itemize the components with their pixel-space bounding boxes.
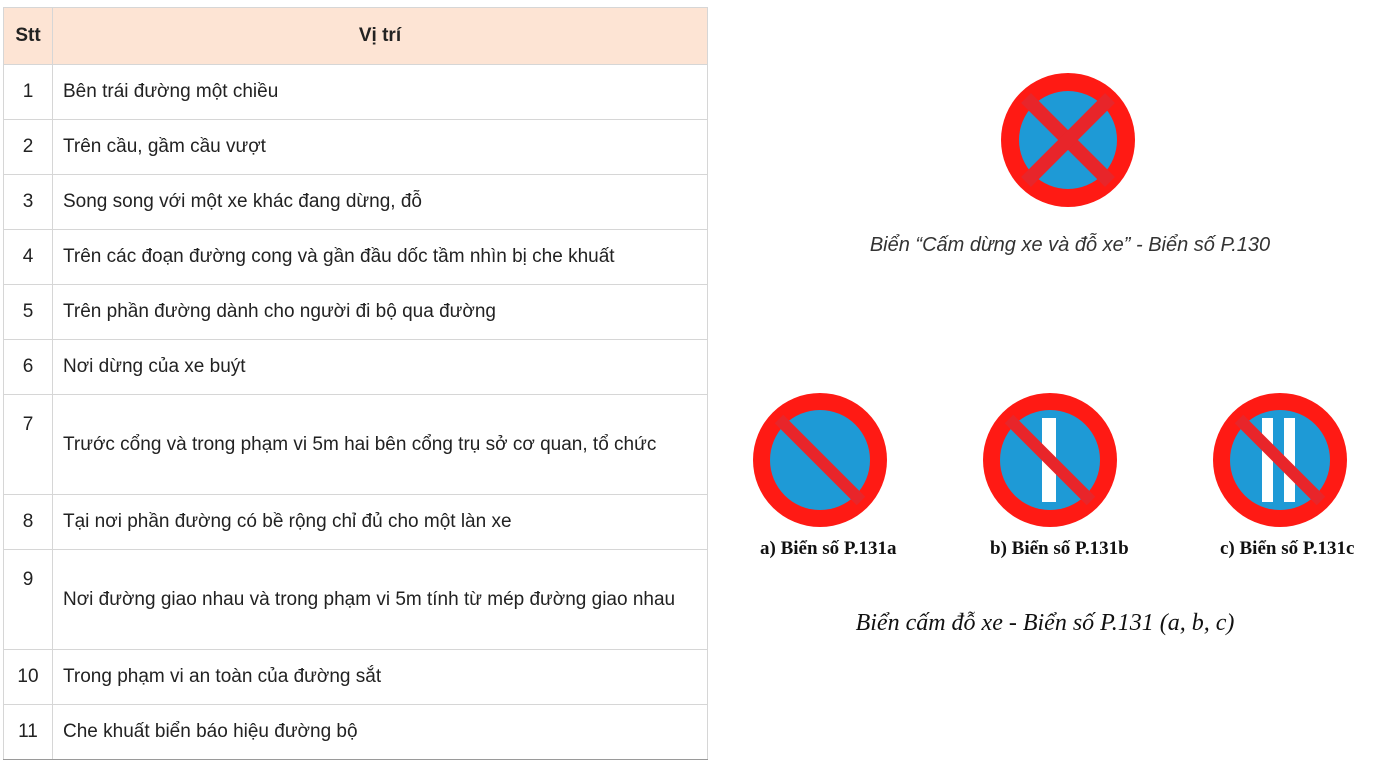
- row-position: Trước cổng và trong phạm vi 5m hai bên cổng trụ sở cơ quan, tổ chức: [53, 395, 708, 495]
- table-row: [4, 340, 708, 395]
- no-parking-sign-p131a: [752, 392, 888, 528]
- table-row: [4, 285, 708, 340]
- row-position: Trên cầu, gầm cầu vượt: [53, 120, 708, 175]
- table-header-row: [4, 8, 708, 65]
- header-stt: Stt: [4, 8, 53, 65]
- row-stt: 2: [4, 120, 53, 175]
- row-stt: 3: [4, 175, 53, 230]
- row-position: Nơi đường giao nhau và trong phạm vi 5m tính từ mép đường giao nhau: [53, 550, 708, 650]
- row-position: Song song với một xe khác đang dừng, đỗ: [53, 175, 708, 230]
- row-position: Tại nơi phần đường có bề rộng chỉ đủ cho một làn xe: [53, 495, 708, 550]
- row-stt: 7: [4, 395, 53, 495]
- row-position: Trên phần đường dành cho người đi bộ qua đường: [53, 285, 708, 340]
- row-stt: 10: [4, 650, 53, 705]
- row-stt: 4: [4, 230, 53, 285]
- row-position: Trên các đoạn đường cong và gần đầu dốc tầm nhìn bị che khuất: [53, 230, 708, 285]
- row-position: Nơi dừng của xe buýt: [53, 340, 708, 395]
- row-stt: 8: [4, 495, 53, 550]
- table-row: [4, 175, 708, 230]
- row-stt: 5: [4, 285, 53, 340]
- even-day-no-parking-sign-p131c: [1212, 392, 1348, 528]
- header-position: Vị trí: [53, 8, 708, 65]
- row-position: Bên trái đường một chiều: [53, 65, 708, 120]
- p131a-label: a) Biển số P.131a: [760, 538, 897, 559]
- row-stt: 9: [4, 550, 53, 650]
- table-row: [4, 65, 708, 120]
- row-stt: 1: [4, 65, 53, 120]
- p131-caption: Biển cấm đỗ xe - Biển số P.131 (a, b, c): [855, 610, 1235, 636]
- p131c-label: c) Biển số P.131c: [1220, 538, 1355, 559]
- p130-caption: Biển “Cấm dừng xe và đỗ xe” - Biển số P.130: [869, 234, 1271, 256]
- row-position: Trong phạm vi an toàn của đường sắt: [53, 650, 708, 705]
- row-stt: 11: [4, 705, 53, 760]
- no-parking-locations-table: [3, 7, 708, 760]
- table-row: [4, 495, 708, 550]
- row-position: Che khuất biển báo hiệu đường bộ: [53, 705, 708, 760]
- table-row: [4, 120, 708, 175]
- table-row: [4, 705, 708, 760]
- no-stopping-sign-p130: [998, 72, 1138, 208]
- odd-day-no-parking-sign-p131b: [982, 392, 1118, 528]
- table-row: [4, 230, 708, 285]
- row-stt: 6: [4, 340, 53, 395]
- table-row: [4, 395, 708, 495]
- table-row: [4, 650, 708, 705]
- p131b-label: b) Biển số P.131b: [990, 538, 1129, 559]
- table-row: [4, 550, 708, 650]
